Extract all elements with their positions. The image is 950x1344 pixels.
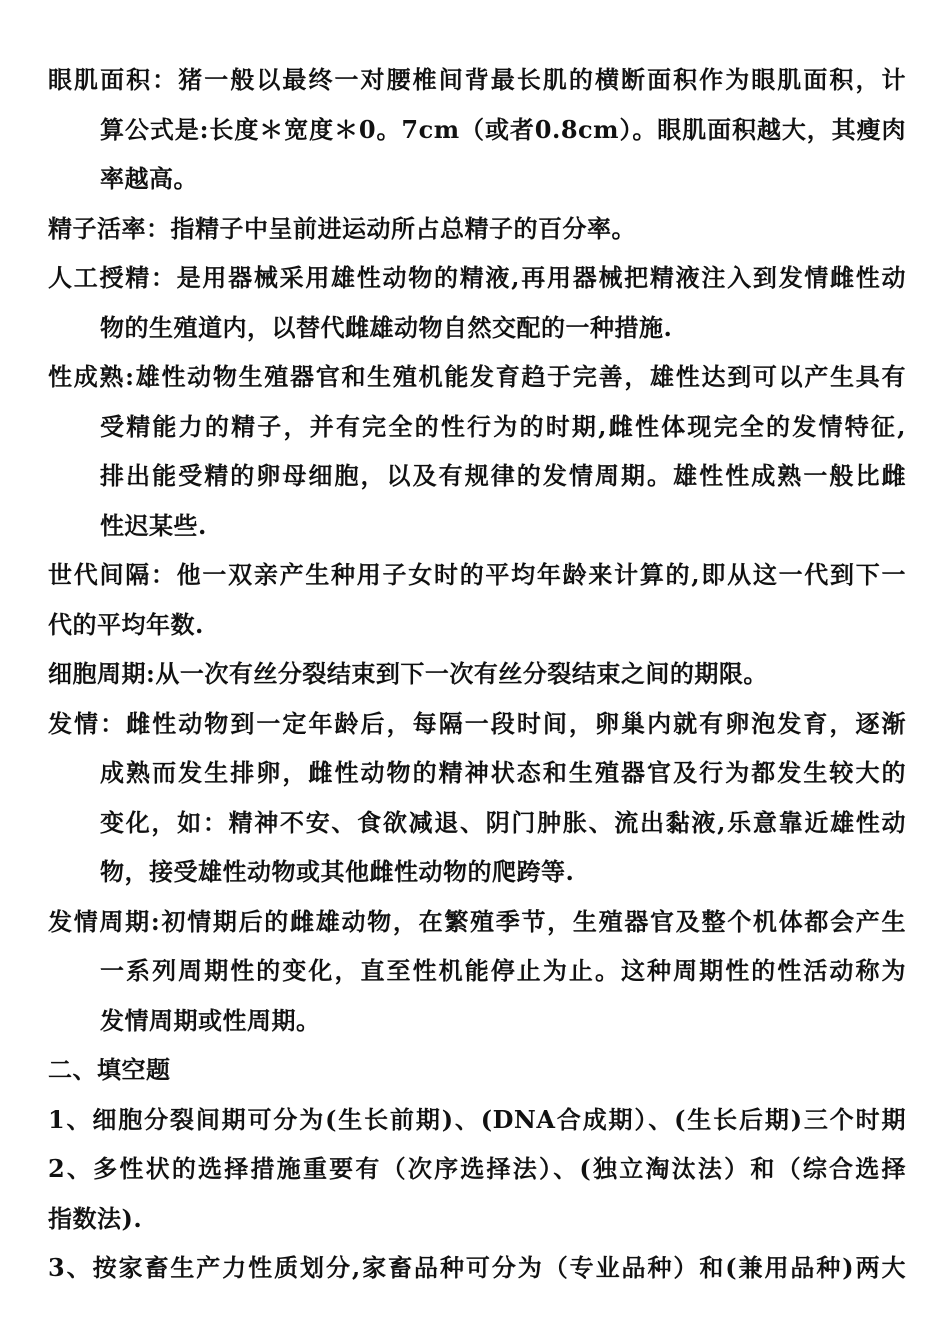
text-line: 发情周期:初情期后的雌雄动物，在繁殖季节，生殖器官及整个机体都会产生 xyxy=(48,906,906,936)
text-line: 性迟某些. xyxy=(100,510,207,540)
text-line: 排出能受精的卵母细胞，以及有规律的发情周期。雄性性成熟一般比雌 xyxy=(100,461,906,490)
text-line: 世代间隔：他一双亲产生种用子女时的平均年龄来计算的,即从这一代到下一 xyxy=(48,560,906,589)
text-line: 精子活率：指精子中呈前进运动所占总精子的百分率。 xyxy=(48,213,636,243)
text-line: 成熟而发生排卵，雌性动物的精神状态和生殖器官及行为都发生较大的 xyxy=(100,758,906,787)
text-line: 一系列周期性的变化，直至性机能停止为止。这种周期性的性活动称为 xyxy=(100,956,906,985)
text-line: 受精能力的精子，并有完全的性行为的时期,雌性体现完全的发情特征, xyxy=(100,411,906,441)
text-line: 2、多性状的选择措施重要有（次序选择法）、(独立淘汰法）和（综合选择 xyxy=(48,1154,906,1183)
text-line: 算公式是:长度＊宽度＊0。7cm（或者0.8cm）。眼肌面积越大，其瘦肉 xyxy=(100,114,906,144)
text-line: 发情：雌性动物到一定年龄后，每隔一段时间，卵巢内就有卵泡发育，逐渐 xyxy=(48,708,906,738)
text-line: 眼肌面积：猪一般以最终一对腰椎间背最长肌的横断面积作为眼肌面积，计 xyxy=(48,65,906,94)
text-line: 物的生殖道内，以替代雌雄动物自然交配的一种措施. xyxy=(100,312,673,342)
section-heading: 二、填空题 xyxy=(48,1055,171,1084)
text-line: 率越高。 xyxy=(100,164,198,193)
text-line: 代的平均年数. xyxy=(48,609,204,639)
text-line: 3、按家畜生产力性质划分,家畜品种可分为（专业品种）和(兼用品种)两大 xyxy=(48,1253,906,1282)
text-line: 变化，如：精神不安、食欲减退、阴门肿胀、流出黏液,乐意靠近雄性动 xyxy=(100,807,906,837)
text-line: 性成熟:雄性动物生殖器官和生殖机能发育趋于完善，雄性达到可以产生具有 xyxy=(48,362,906,391)
text-line: 1、细胞分裂间期可分为(生长前期)、(DNA合成期）、(生长后期)三个时期 xyxy=(48,1104,906,1134)
text-line: 物，接受雄性动物或其他雌性动物的爬跨等. xyxy=(100,857,575,886)
text-line: 人工授精：是用器械采用雄性动物的精液,再用器械把精液注入到发情雌性动 xyxy=(48,263,906,292)
text-line: 指数法). xyxy=(48,1203,143,1233)
text-line: 发情周期或性周期。 xyxy=(100,1005,321,1035)
text-line: 细胞周期:从一次有丝分裂结束到下一次有丝分裂结束之间的期限。 xyxy=(48,659,768,688)
